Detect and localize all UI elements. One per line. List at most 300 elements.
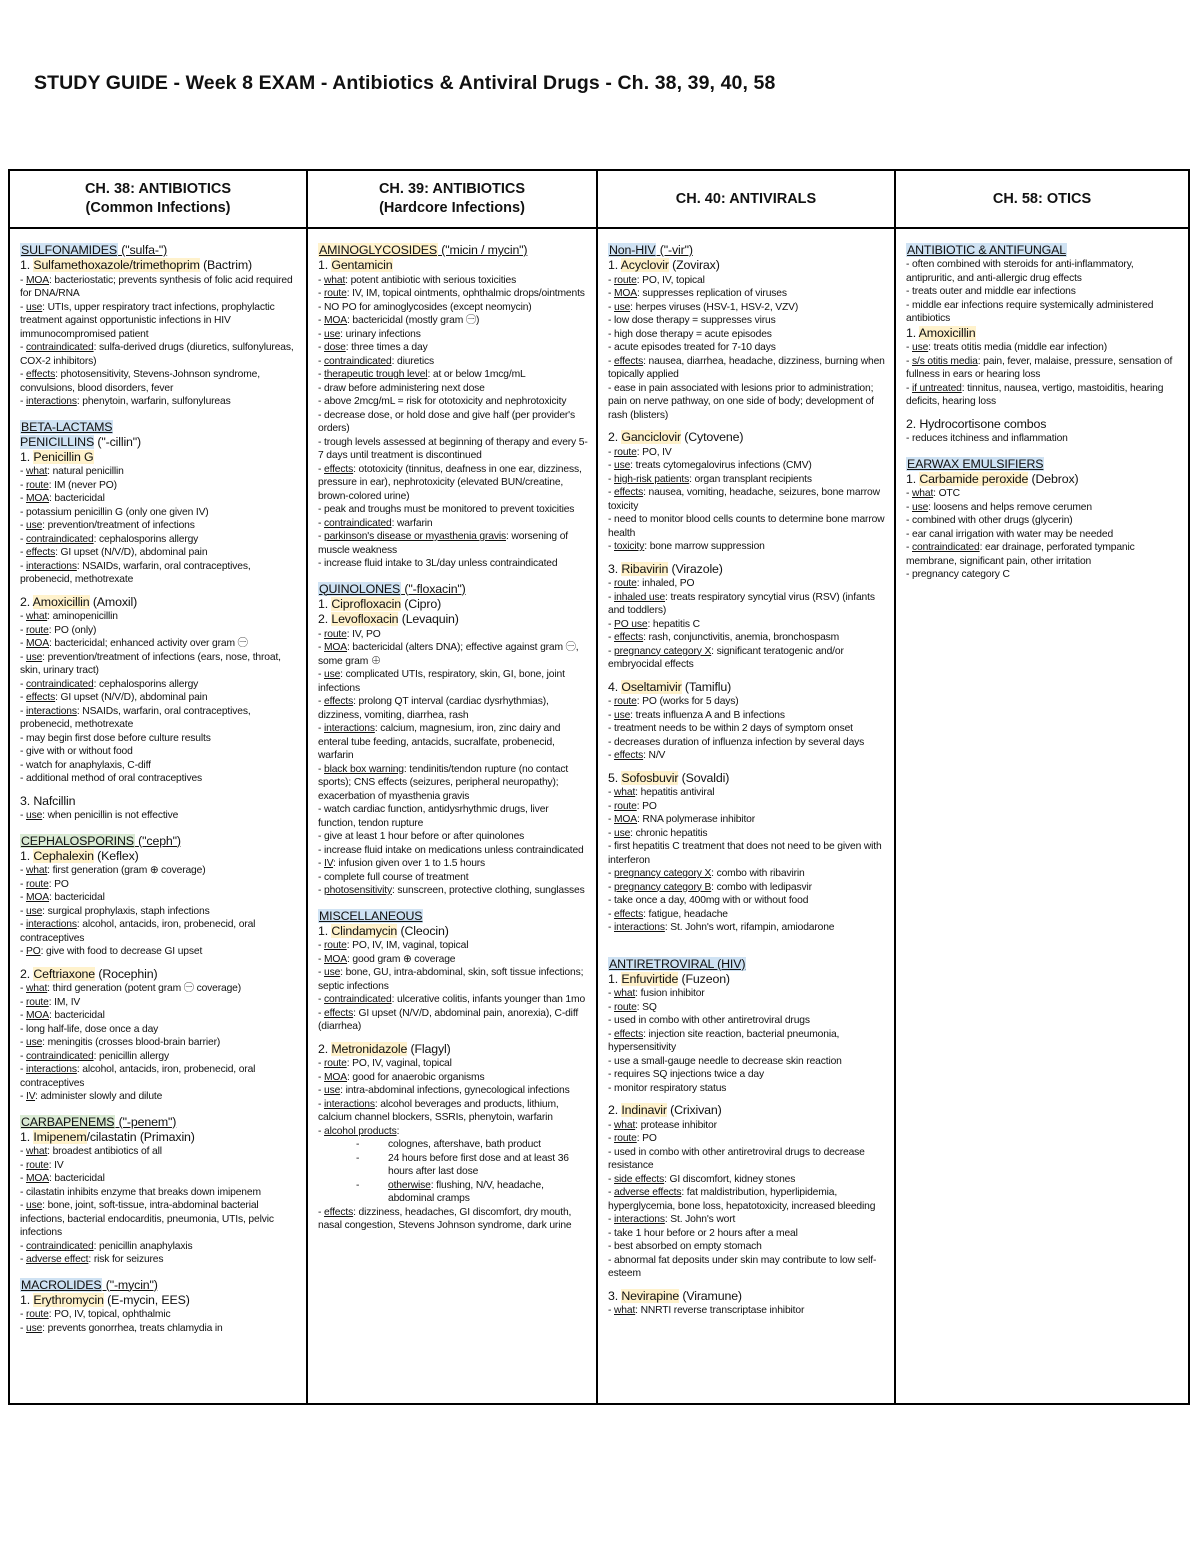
drug-entry: [608, 430, 886, 554]
bullet-line: - use a small-gauge needle to decrease skin reaction: [608, 1055, 842, 1067]
bullet-line: - interactions: alcohol, antacids, iron, probenecid, oral contraceptives: [20, 919, 256, 944]
drug-entry: [906, 326, 1180, 409]
drug-heading: [20, 849, 298, 865]
term-label: what: [26, 466, 48, 477]
section-title: [318, 909, 588, 924]
bullet-line: - cilastatin inhibits enzyme that breaks down imipenem: [20, 1186, 261, 1198]
section-title-text: MISCELLANEOUS: [319, 908, 423, 923]
term-label: IV: [26, 1091, 36, 1102]
drug-name: Metronidazole: [331, 1041, 408, 1056]
section-title-text: AMINOGLYCOSIDES: [319, 243, 438, 257]
bullet-line: - interactions: St. John's wort, rifampin, amiodarone: [608, 922, 835, 933]
term-text: first hepatitis C treatment that does not need to be given with interferon: [608, 841, 882, 866]
term-text: : photosensitivity, Stevens-Johnson syndrome, convulsions, blood disorders, fever: [20, 369, 260, 394]
term-label: if untreated: [912, 382, 962, 394]
bullet-line: - use: herpes viruses (HSV-1, HSV-2, VZV): [608, 301, 799, 313]
term-label: effects: [26, 369, 56, 380]
term-text: : complicated UTIs, respiratory, skin, GI, bone, joint infections: [318, 669, 565, 694]
term-text: : bactericidal (alters DNA); effective against gram ㊀, some gram ⊕: [318, 642, 579, 667]
column-header-line: CH. 39: ANTIBIOTICS: [378, 181, 526, 197]
term-text: : inhaled, PO: [636, 578, 695, 589]
term-text: abnormal fat deposits under skin may contribute to low self-esteem: [608, 1254, 877, 1279]
term-text: : alcohol beverages and products, lithium, calcium channel blockers, SSRIs, phenytoin, warfarin: [318, 1098, 559, 1123]
term-label: route: [614, 696, 637, 707]
bullet-line: - effects: prolong QT interval (cardiac dysrhythmias), dizziness, vomiting, diarrhea, rash: [318, 696, 549, 721]
bullet-line: - dose: three times a day: [318, 342, 428, 353]
drug-heading: [608, 258, 886, 274]
bullet-line: - MOA: bactericidal; enhanced activity over gram ㊀: [20, 638, 248, 649]
section-title-text: MACROLIDES: [21, 1277, 102, 1292]
bullet-line: - requires SQ injections twice a day: [608, 1069, 764, 1080]
bullet-line: - watch cardiac function, antidysrhythmic drugs, liver function, tendon rupture: [318, 804, 549, 829]
term-text: : IM, IV: [48, 996, 81, 1008]
drug-brand-name: (Zovirax): [668, 258, 720, 272]
section-title: [318, 582, 588, 597]
term-label: use: [26, 1037, 43, 1048]
drug-number: 1.: [318, 923, 332, 938]
term-text: : combo with ribavirin: [711, 868, 805, 879]
bullet-line: - what: aminopenicillin: [20, 611, 118, 622]
bullet-line: - reduces itchiness and inflammation: [906, 433, 1068, 444]
column-4: [895, 228, 1189, 1404]
section-title-suffix: ("-mycin"): [102, 1277, 158, 1292]
drug-name: Cephalexin: [33, 848, 94, 863]
term-label: interactions: [324, 1098, 375, 1110]
bullet-line: - toxicity: bone marrow suppression: [608, 541, 765, 552]
term-label: interactions: [26, 1064, 77, 1075]
term-text: cilastatin inhibits enzyme that breaks down imipenem: [26, 1186, 261, 1198]
column-body: [308, 229, 596, 1239]
term-text: : combo with ledipasvir: [711, 881, 812, 893]
drug-heading: [20, 967, 298, 983]
bullet-line: - ear canal irrigation with water may be needed: [906, 528, 1114, 540]
bullet-line: - decreases duration of influenza infection by several days: [608, 736, 865, 748]
term-label: pregnancy category X: [614, 645, 712, 657]
term-text: : flushing, N/V, headache, abdominal cramps: [388, 1179, 544, 1204]
study-guide-table: [8, 169, 1190, 1405]
term-text: : worsening of muscle weakness: [318, 531, 568, 556]
drug-entry: [20, 849, 298, 959]
term-label: use: [26, 1322, 43, 1334]
bullet-line: - effects: nausea, vomiting, headache, seizures, bone marrow toxicity: [608, 487, 880, 512]
drug-number: 5.: [608, 770, 622, 785]
term-text: reduces itchiness and inflammation: [912, 433, 1068, 444]
drug-brand-name: (Cytovene): [680, 430, 744, 444]
term-text: : loosens and helps remove cerumen: [928, 501, 1092, 513]
column-2: [307, 228, 597, 1404]
section-title: [906, 457, 1180, 472]
term-text: combined with other drugs (glycerin): [912, 515, 1073, 526]
bullet-line: - MOA: bactericidal: [20, 1010, 105, 1021]
term-text: : third generation (potent gram ㊀ coverage): [47, 983, 242, 994]
drug-brand-name: (Tamiflu): [681, 679, 732, 694]
drug-number: 1.: [20, 1292, 34, 1307]
bullet-line: - contraindicated: cephalosporins allergy: [20, 533, 199, 545]
term-label: interactions: [614, 922, 665, 933]
bullet-line: - contraindicated: sulfa-derived drugs (diuretics, sulfonylureas, COX-2 inhibitors): [20, 342, 294, 367]
bullet-line: - what: third generation (potent gram ㊀ coverage): [20, 983, 242, 994]
bullet-line: - PO use: hepatitis C: [608, 618, 700, 630]
drug-name: Sofosbuvir: [621, 770, 679, 785]
bullet-line: - draw before administering next dose: [318, 382, 485, 394]
drug-heading: [608, 771, 886, 787]
bullet-line: - take 1 hour before or 2 hours after a meal: [608, 1227, 798, 1239]
bullet-line: - MOA: bactericidal: [20, 493, 105, 504]
term-text: : N/V: [643, 750, 666, 761]
bullet-line: - MOA: bactericidal (mostly gram ㊀): [318, 315, 480, 326]
drug-class-section: [20, 834, 298, 1104]
bullet-line: - treatment needs to be within 2 days of symptom onset: [608, 723, 853, 734]
term-text: : protease inhibitor: [635, 1119, 717, 1131]
term-text: : RNA polymerase inhibitor: [637, 814, 756, 825]
section-title-text: CARBAPENEMS: [21, 1114, 115, 1129]
term-label: interactions: [26, 705, 77, 717]
drug-name: Levofloxacin: [331, 612, 399, 626]
drug-brand-name: (Fuzeon): [678, 971, 730, 986]
drug-class-section: [318, 243, 588, 571]
term-text: requires SQ injections twice a day: [614, 1069, 764, 1080]
drug-heading: [608, 1289, 886, 1305]
bullet-line: - may begin first dose before culture results: [20, 732, 211, 744]
drug-number: 2.: [608, 1103, 622, 1117]
section-title: [20, 243, 298, 258]
bullet-line: - effects: GI upset (N/V/D, abdominal pain, anorexia), C-diff (diarrhea): [318, 1007, 579, 1032]
term-label: what: [324, 274, 346, 286]
header-row: [9, 170, 1189, 228]
drug-heading: [318, 924, 588, 940]
drug-name: Nafcillin: [33, 793, 76, 808]
term-label: contraindicated: [324, 355, 392, 367]
term-label: alcohol products: [324, 1125, 397, 1137]
term-text: : PO, IV, topical, ophthalmic: [48, 1309, 171, 1320]
drug-heading: [318, 612, 588, 628]
section-subtitle-text: PENICILLINS: [20, 434, 95, 449]
term-text: : St. John's wort, rifampin, amiodarone: [664, 922, 835, 933]
drug-number: 1.: [318, 596, 332, 611]
bullet-line: - therapeutic trough level: at or below 1mcg/mL: [318, 369, 526, 380]
drug-class-section: [608, 243, 886, 935]
bullet-line: - MOA: good for anaerobic organisms: [318, 1071, 485, 1083]
drug-entry: [20, 595, 298, 786]
term-label: what: [26, 983, 48, 994]
term-text: : PO, IV: [636, 446, 672, 458]
bullet-line: - contraindicated: cephalosporins allergy: [20, 678, 199, 690]
term-text: : IV: [48, 1159, 64, 1171]
section-title: [318, 243, 588, 258]
term-label: inhaled use: [614, 591, 666, 603]
term-text: : sulfa-derived drugs (diuretics, sulfonylureas, COX-2 inhibitors): [20, 342, 294, 367]
drug-brand-name: (E-mycin, EES): [103, 1292, 190, 1307]
bullet-line: - use: treats influenza A and B infections: [608, 709, 785, 721]
term-text: : tendinitis/tendon rupture (no contact sports); CNS effects (seizures, peripheral neuropathy); exacerbation of myasthenia gravis: [318, 763, 569, 802]
bullet-line: - IV: infusion given over 1 to 1.5 hours: [318, 858, 486, 869]
section-title-suffix: ("-penem"): [115, 1114, 177, 1129]
bullet-line: - route: PO, IV, IM, vaginal, topical: [318, 940, 469, 951]
term-label: contraindicated: [324, 517, 392, 529]
term-label: MOA: [324, 953, 348, 965]
bullet-line: - route: PO (works for 5 days): [608, 696, 739, 707]
drug-name: Gentamicin: [331, 258, 393, 272]
bullet-line: - MOA: bactericidal: [20, 892, 105, 903]
drug-heading: [20, 1130, 298, 1146]
bullet-line: - pregnancy category C: [906, 569, 1010, 580]
term-text: : alcohol, antacids, iron, probenecid, oral contraceptives: [20, 919, 256, 944]
bullet-line: - PO: give with food to decrease GI upset: [20, 946, 203, 957]
bullet-line: - high dose therapy = acute episodes: [608, 328, 772, 340]
term-label: what: [26, 865, 48, 876]
term-label: MOA: [614, 814, 638, 825]
drug-name: Erythromycin: [33, 1292, 104, 1307]
term-text: : warfarin: [391, 517, 433, 529]
term-text: : suppresses replication of viruses: [637, 288, 787, 299]
drug-name: Indinavir: [621, 1103, 667, 1117]
bullet-line: - black box warning: tendinitis/tendon rupture (no contact sports); CNS effects (seizures, peripheral neuropathy); exacerbation of myasthenia gravis: [318, 763, 569, 802]
term-label: toxicity: [614, 541, 645, 552]
bullet-line: - use: prevention/treatment of infections (ears, nose, throat, skin, urinary tract): [20, 651, 281, 676]
drug-heading: [608, 972, 886, 988]
section-title: [20, 834, 298, 849]
drug-number: 2.: [608, 430, 622, 444]
bullet-line: - route: IV, IM, topical ointments, ophthalmic drops/ointments: [318, 288, 585, 299]
section-title: [608, 957, 886, 972]
section-title-text: QUINOLONES: [319, 581, 401, 596]
term-text: : potent antibiotic with serious toxicities: [345, 274, 517, 286]
bullet-line: - peak and troughs must be monitored to prevent toxicities: [318, 504, 575, 515]
drug-number: 2.: [20, 594, 33, 609]
bullet-line: - MOA: good gram ⊕ coverage: [318, 953, 456, 965]
term-label: use: [324, 1085, 341, 1096]
drug-number: 1.: [20, 258, 34, 272]
drug-entry: [608, 680, 886, 763]
term-label: effects: [324, 1007, 354, 1019]
term-text: : fusion inhibitor: [635, 988, 705, 999]
bullet-line: - what: natural penicillin: [20, 466, 124, 477]
term-text: complete full course of treatment: [324, 871, 469, 883]
term-text: : diuretics: [391, 355, 435, 367]
term-label: effects: [614, 355, 644, 367]
term-text: : urinary infections: [340, 328, 421, 340]
term-text: colognes, aftershave, bath product: [388, 1139, 541, 1150]
term-label: route: [324, 1058, 347, 1069]
bullet-line: - use: meningitis (crosses blood-brain barrier): [20, 1037, 221, 1048]
drug-class-section: [318, 582, 588, 898]
drug-name: Enfuvirtide: [621, 971, 679, 986]
term-text: : PO: [48, 878, 69, 890]
term-label: MOA: [26, 1173, 50, 1184]
bullet-line: - contraindicated: penicillin anaphylaxis: [20, 1240, 193, 1252]
bullet-line: - interactions: phenytoin, warfarin, sulfonylureas: [20, 396, 231, 407]
term-text: : bone marrow suppression: [644, 541, 765, 552]
term-text: : SQ: [636, 1001, 657, 1013]
bullet-line: - first hepatitis C treatment that does not need to be given with interferon: [608, 841, 882, 866]
term-text: : first generation (gram ⊕ coverage): [47, 865, 206, 876]
term-label: adverse effect: [26, 1254, 89, 1265]
bullet-line: - route: IM (never PO): [20, 479, 117, 491]
bullet-line: - use: bone, GU, intra-abdominal, skin, soft tissue infections; septic infections: [318, 967, 584, 992]
bullet-line: - abnormal fat deposits under skin may contribute to low self-esteem: [608, 1254, 877, 1279]
bullet-line: - interactions: NSAIDs, warfarin, oral contraceptives, probenecid, methotrexate: [20, 705, 251, 730]
term-text: : surgical prophylaxis, staph infections: [42, 905, 210, 917]
bullet-line: - s/s otitis media: pain, fever, malaise, pressure, sensation of fullness in ears or hearing loss: [906, 355, 1173, 380]
term-label: interactions: [324, 723, 375, 734]
bullet-line: - use: loosens and helps remove cerumen: [906, 501, 1092, 513]
term-text: treats outer and middle ear infections: [912, 286, 1076, 297]
term-text: : IM (never PO): [48, 479, 117, 491]
drug-entry: [318, 1042, 588, 1233]
term-label: route: [614, 578, 637, 589]
term-text: : nausea, diarrhea, headache, dizziness, burning when topically applied: [608, 355, 885, 380]
drug-number: 1.: [318, 258, 332, 272]
bullet-line: - watch for anaphylaxis, C-diff: [20, 759, 151, 771]
drug-number: 1.: [20, 1129, 34, 1144]
term-text: : significant teratogenic and/or embryocidal effects: [608, 645, 844, 670]
bullet-line: - inhaled use: treats respiratory syncytial virus (RSV) (infants and toddlers): [608, 591, 875, 616]
term-label: MOA: [26, 274, 50, 286]
bullet-line: - used in combo with other antiretroviral drugs to decrease resistance: [608, 1146, 865, 1171]
column-header-4: [895, 170, 1189, 228]
drug-heading: [318, 597, 588, 613]
section-title-suffix: ("-floxacin"): [401, 581, 466, 596]
drug-name: Hydrocortisone combos: [919, 416, 1047, 431]
term-label: MOA: [26, 638, 50, 649]
bullet-line: - what: protease inhibitor: [608, 1119, 717, 1131]
section-title-suffix: ("ceph"): [134, 833, 181, 848]
term-text: : fatigue, headache: [643, 908, 728, 920]
term-label: use: [912, 501, 929, 513]
term-label: effects: [26, 692, 56, 703]
term-text: NO PO for aminoglycosides (except neomycin): [324, 301, 532, 313]
column-body: [598, 229, 894, 1324]
term-label: therapeutic trough level: [324, 369, 428, 380]
drug-heading: [608, 680, 886, 696]
term-label: what: [614, 1305, 636, 1316]
term-text: watch cardiac function, antidysrhythmic drugs, liver function, tendon rupture: [318, 804, 549, 829]
column-header-line: (Hardcore Infections): [379, 200, 525, 216]
term-text: :: [396, 1125, 400, 1137]
drug-name: Carbamide peroxide: [919, 471, 1029, 486]
term-text: : GI upset (N/V/D), abdominal pain: [55, 547, 208, 558]
term-text: : pain, fever, malaise, pressure, sensation of fullness in ears or hearing loss: [906, 355, 1173, 380]
drug-heading: [20, 1293, 298, 1309]
bullet-line: - acute episodes treated for 7-10 days: [608, 342, 776, 353]
section-title-text: BETA-LACTAMS: [21, 419, 113, 434]
term-text: : St. John's wort: [664, 1214, 736, 1225]
drug-heading: [20, 794, 298, 810]
term-text: high dose therapy = acute episodes: [614, 328, 772, 340]
drug-entry: [608, 972, 886, 1096]
term-label: use: [324, 328, 341, 340]
term-label: route: [614, 446, 637, 458]
drug-entry: [20, 794, 298, 823]
term-label: effects: [614, 632, 644, 643]
term-text: : injection site reaction, bacterial pneumonia, hypersensitivity: [608, 1028, 840, 1053]
drug-entry: [906, 417, 1180, 446]
term-text: pregnancy category C: [912, 569, 1010, 580]
term-text: : risk for seizures: [88, 1254, 164, 1265]
term-text: give with or without food: [26, 746, 133, 757]
drug-brand-name: (Virazole): [668, 561, 723, 576]
drug-brand-name: (Cleocin): [397, 923, 449, 938]
term-label: effects: [324, 463, 354, 475]
bullet-line: - interactions: St. John's wort: [608, 1214, 736, 1225]
term-label: contraindicated: [26, 533, 94, 545]
drug-entry: [318, 924, 588, 1034]
term-text: : natural penicillin: [47, 466, 124, 477]
bullet-line: - side effects: GI discomfort, kidney stones: [608, 1173, 796, 1185]
term-label: effects: [324, 696, 354, 707]
bullet-line: - effects: rash, conjunctivitis, anemia, bronchospasm: [608, 632, 840, 643]
drug-brand-name: (Flagyl): [407, 1041, 451, 1056]
term-text: : at or below 1mcg/mL: [427, 369, 526, 380]
term-label: effects: [614, 750, 644, 761]
term-label: pregnancy category B: [614, 881, 712, 893]
drug-name: Ciprofloxacin: [331, 596, 401, 611]
term-text: : treats respiratory syncytial virus (RSV) (infants and toddlers): [608, 591, 875, 616]
bullet-line: - what: potent antibiotic with serious toxicities: [318, 274, 517, 286]
term-text: : sunscreen, protective clothing, sunglasses: [392, 885, 585, 896]
drug-heading: [318, 1042, 588, 1058]
bullet-line: - route: PO, IV, vaginal, topical: [318, 1058, 452, 1069]
term-label: MOA: [26, 1010, 50, 1021]
term-label: use: [26, 651, 43, 663]
term-label: PO: [26, 946, 41, 957]
bullet-line: - decrease dose, or hold dose and give half (per provider's orders): [318, 409, 575, 434]
term-text: long half-life, dose once a day: [26, 1023, 159, 1035]
bullet-line: - complete full course of treatment: [318, 871, 469, 883]
term-label: s/s otitis media: [912, 355, 978, 367]
term-text: used in combo with other antiretroviral drugs to decrease resistance: [608, 1146, 865, 1171]
term-label: use: [26, 1200, 43, 1211]
term-label: black box warning: [324, 763, 404, 775]
bullet-line: - adverse effects: fat maldistribution, hyperlipidemia, hyperglycemia, bone loss, hepatotoxicity, increased bleeding: [608, 1187, 876, 1212]
term-text: : meningitis (crosses blood-brain barrier): [42, 1037, 221, 1048]
drug-heading: [608, 430, 886, 446]
term-label: otherwise: [388, 1179, 431, 1191]
term-text: : PO: [636, 800, 657, 812]
term-text: need to monitor blood cells counts to determine bone marrow health: [608, 514, 885, 539]
term-text: : PO (works for 5 days): [636, 696, 739, 707]
bullet-line: - effects: N/V: [608, 750, 666, 761]
term-text: above 2mcg/mL = risk for ototoxicity and nephrotoxicity: [324, 396, 567, 407]
bullet-line: - treats outer and middle ear infections: [906, 286, 1076, 297]
bullet-line: - what: hepatitis antiviral: [608, 787, 715, 798]
bullet-line: - give with or without food: [20, 746, 133, 757]
bullet-line: - pregnancy category X: combo with ribavirin: [608, 868, 805, 879]
term-text: : PO, IV, vaginal, topical: [346, 1058, 452, 1069]
term-text: : bacteriostatic; prevents synthesis of folic acid required for DNA/RNA: [20, 274, 293, 299]
term-label: route: [324, 288, 347, 299]
bullet-line: - alcohol products:: [318, 1125, 400, 1137]
section-title-suffix: ("micin / mycin"): [438, 243, 528, 257]
bullet-line: - MOA: bactericidal (alters DNA); effective against gram ㊀, some gram ⊕: [318, 642, 579, 667]
term-label: contraindicated: [324, 994, 392, 1005]
drug-number: 4.: [608, 679, 622, 694]
drug-number: 1.: [20, 449, 34, 464]
drug-name: Amoxicillin: [918, 325, 976, 340]
term-text: : PO (only): [48, 624, 97, 636]
drug-brand-name: (Keflex): [93, 848, 139, 863]
drug-entry: [608, 771, 886, 935]
bullet-line: - use: complicated UTIs, respiratory, skin, GI, bone, joint infections: [318, 669, 565, 694]
term-label: MOA: [324, 642, 348, 653]
bullet-line: - route: PO: [20, 878, 69, 890]
drug-entry: [318, 597, 588, 613]
term-text: : bactericidal; enhanced activity over gram ㊀: [49, 638, 248, 649]
term-text: monitor respiratory status: [614, 1082, 727, 1094]
sub-bullet-line: [318, 1138, 588, 1152]
bullet-line: - route: IV: [20, 1159, 64, 1171]
column-header-line: CH. 40: ANTIVIRALS: [675, 190, 817, 207]
